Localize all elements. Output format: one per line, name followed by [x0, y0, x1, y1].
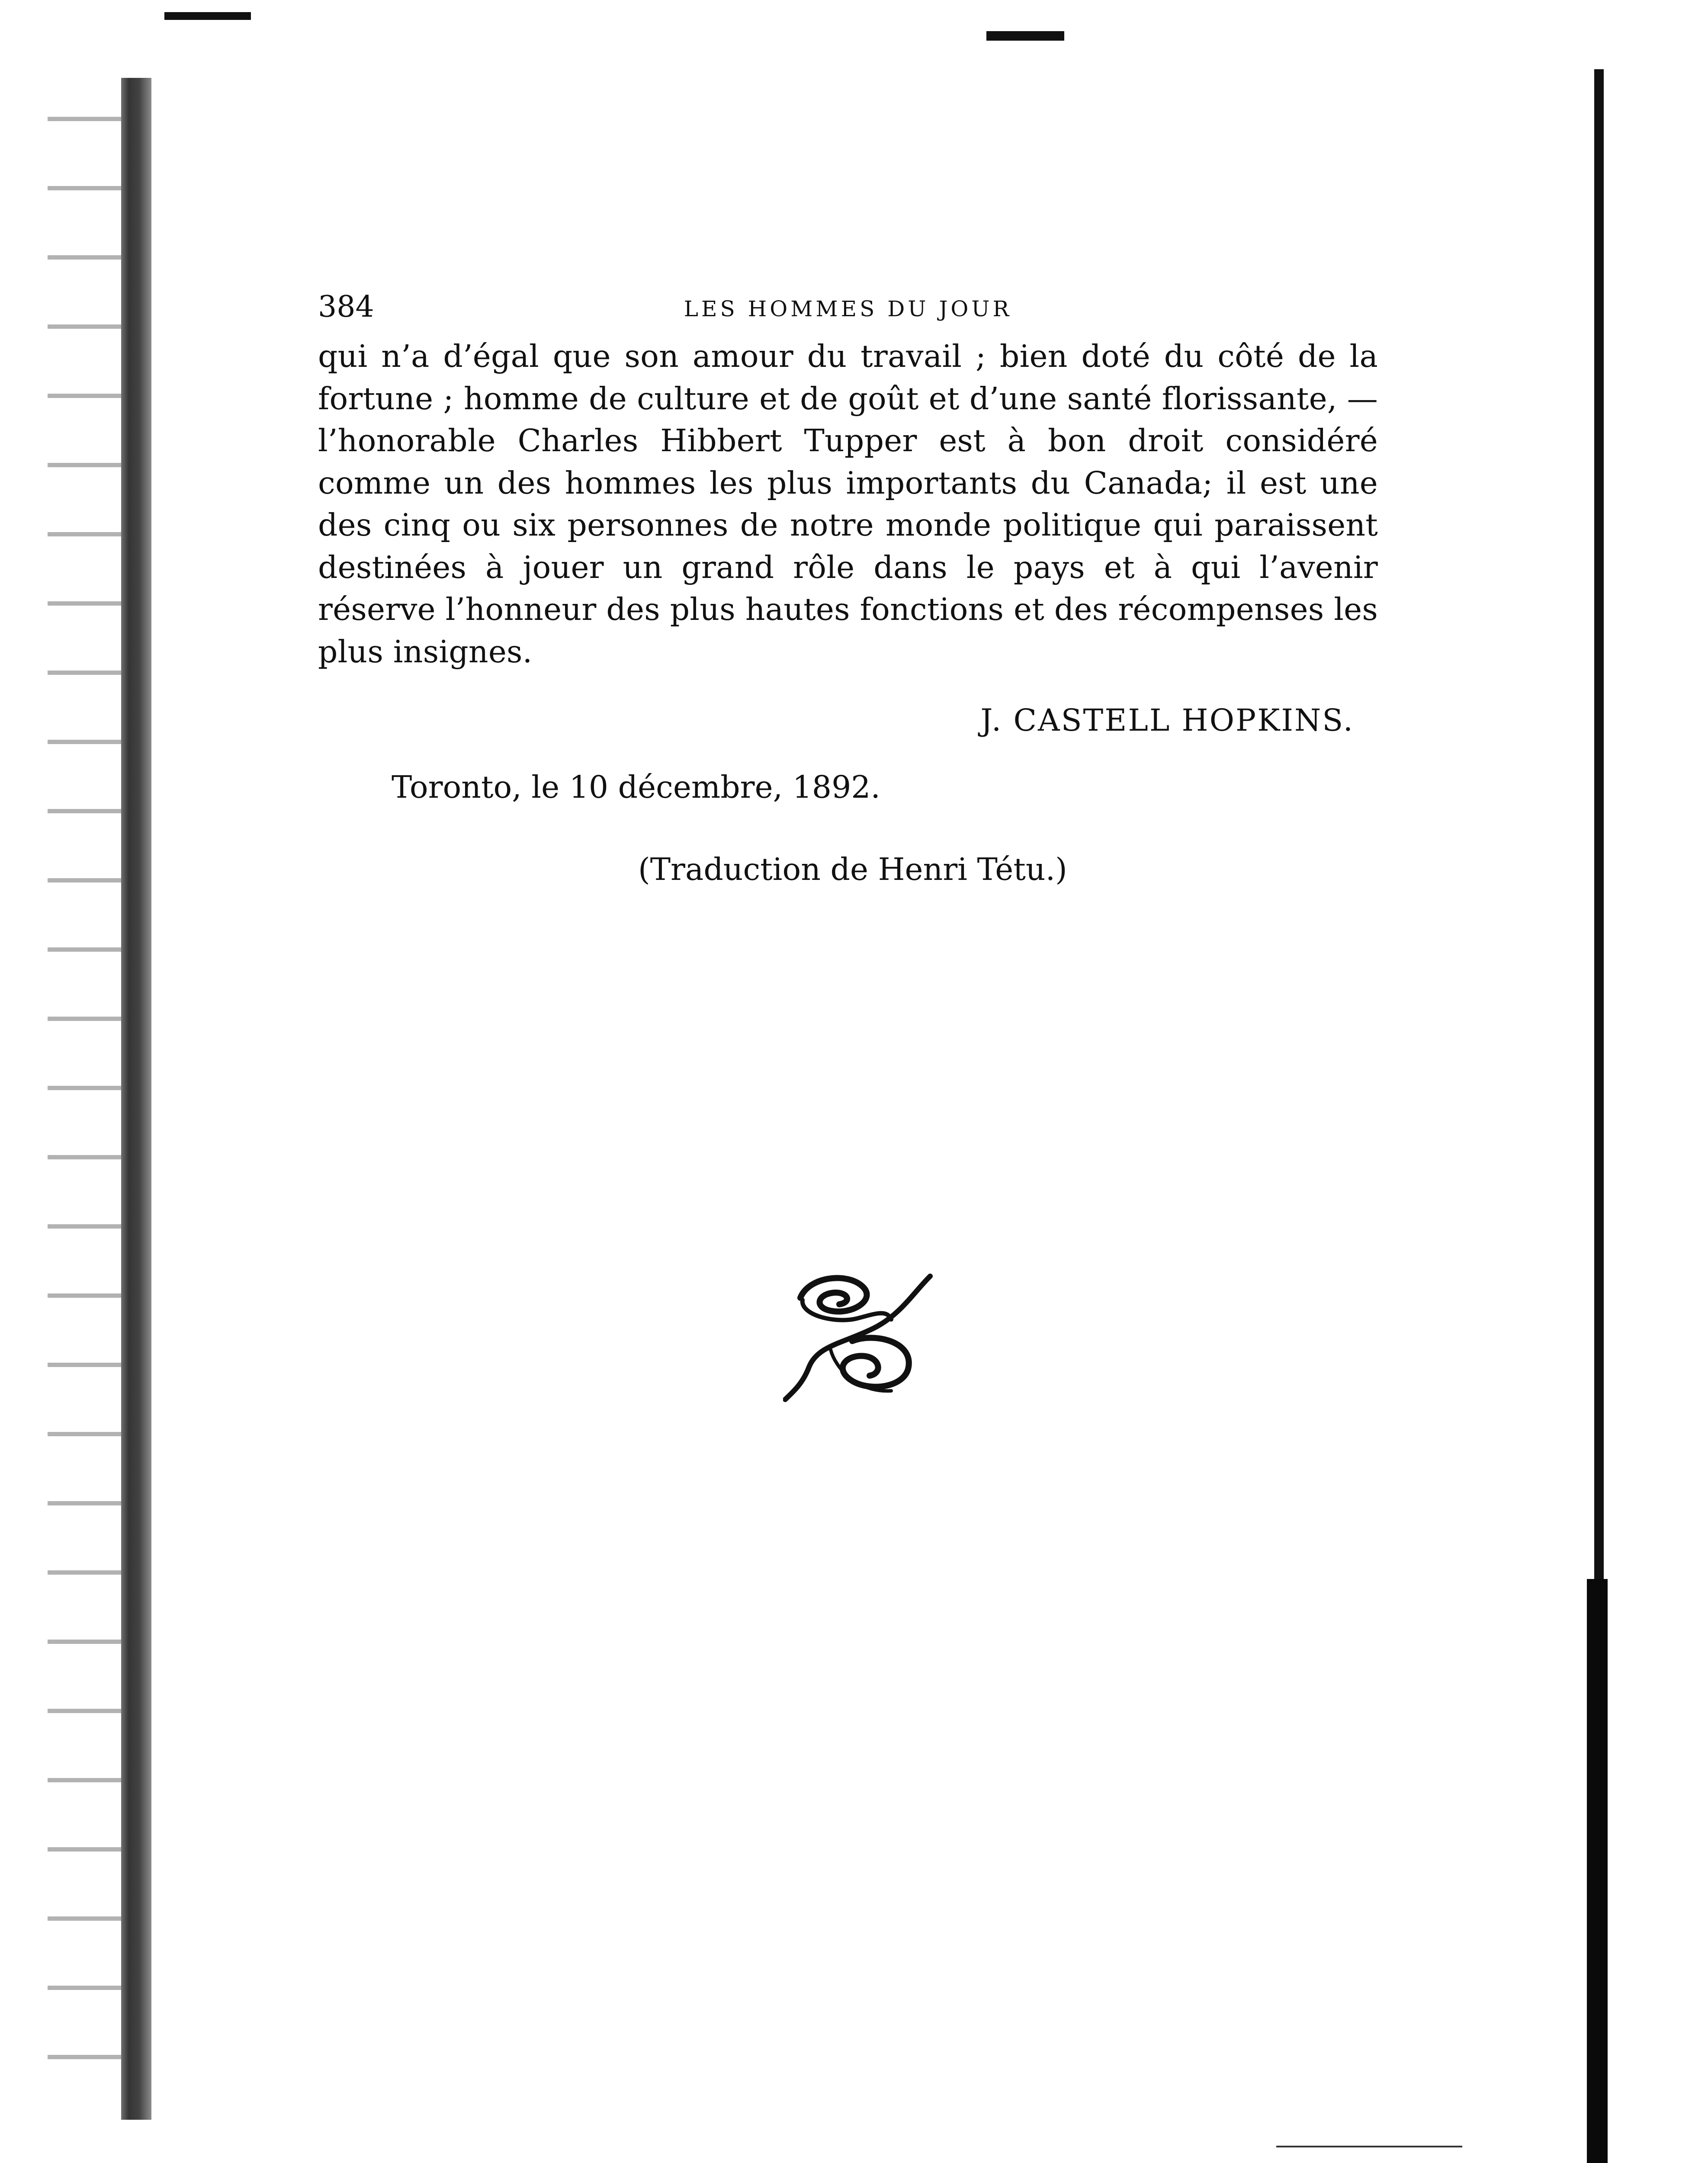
running-head	[318, 288, 1378, 335]
author-signature: J. CASTELL HOPKINS.	[980, 703, 1354, 738]
body-paragraph: qui n’a d’égal que son amour du travail ; bien doté du côté de la fortune ; homme de culture et de goût et d’une santé florissante, — l’honorable Charles Hibbert Tupper est à bon droit considéré comme un des hommes les plus importants du Canada; il est une des cinq ou six personnes de notre monde politique qui paraissent destinées à jouer un grand rôle dans le pays et à qui l’avenir réserve l’honneur des plus hautes fonctions et des récompenses les plus insignes.	[318, 338, 1378, 670]
scan-edge-noise-left	[48, 78, 121, 2120]
page-number: 384	[318, 290, 374, 324]
running-title: LES HOMMES DU JOUR	[684, 296, 1012, 321]
scan-mark-top-left	[164, 12, 251, 20]
translator-note: (Traduction de Henri Tétu.)	[638, 851, 1067, 887]
scan-edge-left	[121, 78, 151, 2120]
scan-edge-right-thick	[1587, 1579, 1608, 2163]
scan-mark-top-center	[986, 31, 1064, 41]
scan-mark-bottom	[1276, 2146, 1462, 2147]
swirl-ornament-icon	[783, 1268, 965, 1406]
page-content	[318, 288, 1378, 891]
dateline: Toronto, le 10 décembre, 1892.	[392, 769, 881, 805]
